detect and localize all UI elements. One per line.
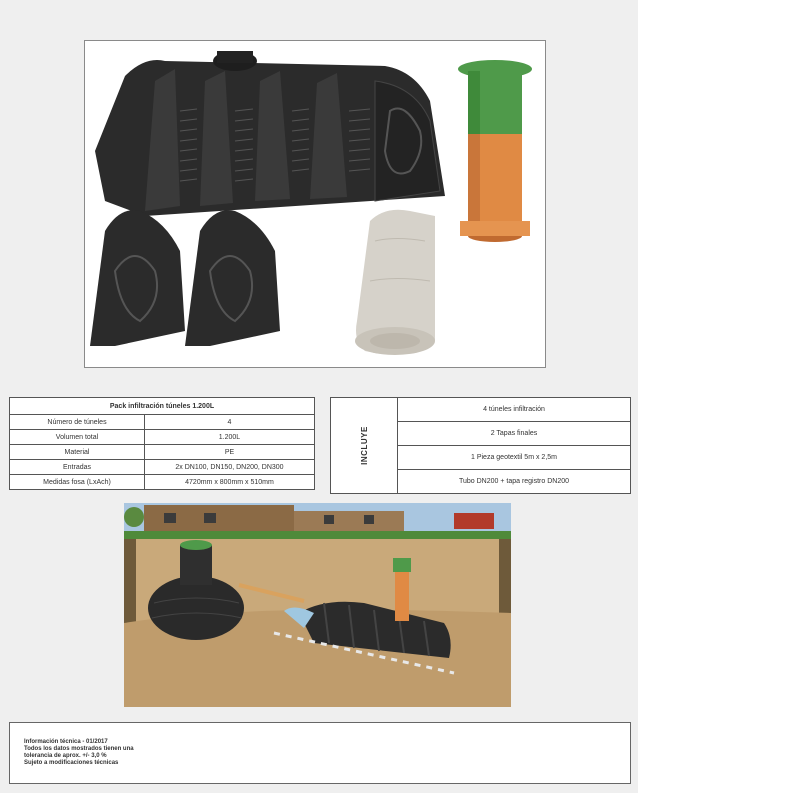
- includes-heading-cell: [331, 398, 398, 493]
- info-line: Sujeto a modificaciones técnicas: [24, 760, 119, 766]
- table-title: Pack infiltración túneles 1.200L: [10, 398, 315, 415]
- end-cap-illustration: [185, 210, 280, 346]
- access-pipe-illustration: [458, 60, 532, 242]
- installation-scene-image: [124, 503, 511, 707]
- list-item: 1 Pieza geotextil 5m x 2,5m: [398, 446, 630, 470]
- includes-box: [330, 397, 631, 494]
- end-cap-illustration: [90, 210, 185, 346]
- includes-heading: INCLUYE: [359, 426, 369, 465]
- technical-info-box: [9, 722, 631, 784]
- infiltration-tunnel-illustration: [95, 51, 445, 216]
- product-components-image: [84, 40, 546, 368]
- table-row: Número de túneles 4: [10, 415, 315, 430]
- list-item: Tubo DN200 + tapa registro DN200: [458, 478, 570, 485]
- info-line: tolerancia de aprox. +/- 3,0 %: [24, 753, 107, 759]
- list-item: 2 Tapas finales: [398, 422, 630, 446]
- info-line: Todos los datos mostrados tienen una: [24, 746, 134, 752]
- table-row: Entradas 2x DN100, DN150, DN200, DN300: [10, 460, 315, 475]
- info-line: Información técnica - 01/2017: [24, 739, 108, 745]
- table-row: Volumen total 1.200L: [10, 430, 315, 445]
- access-pipe-illustration: [393, 558, 411, 621]
- pack-specs-table: [9, 397, 315, 490]
- geotextile-roll-illustration: [355, 210, 435, 355]
- list-item: 4 túneles infiltración: [398, 398, 630, 422]
- table-row: Medidas fosa (LxAch) 4720mm x 800mm x 510mm: [10, 475, 315, 490]
- table-row: Material PE: [10, 445, 315, 460]
